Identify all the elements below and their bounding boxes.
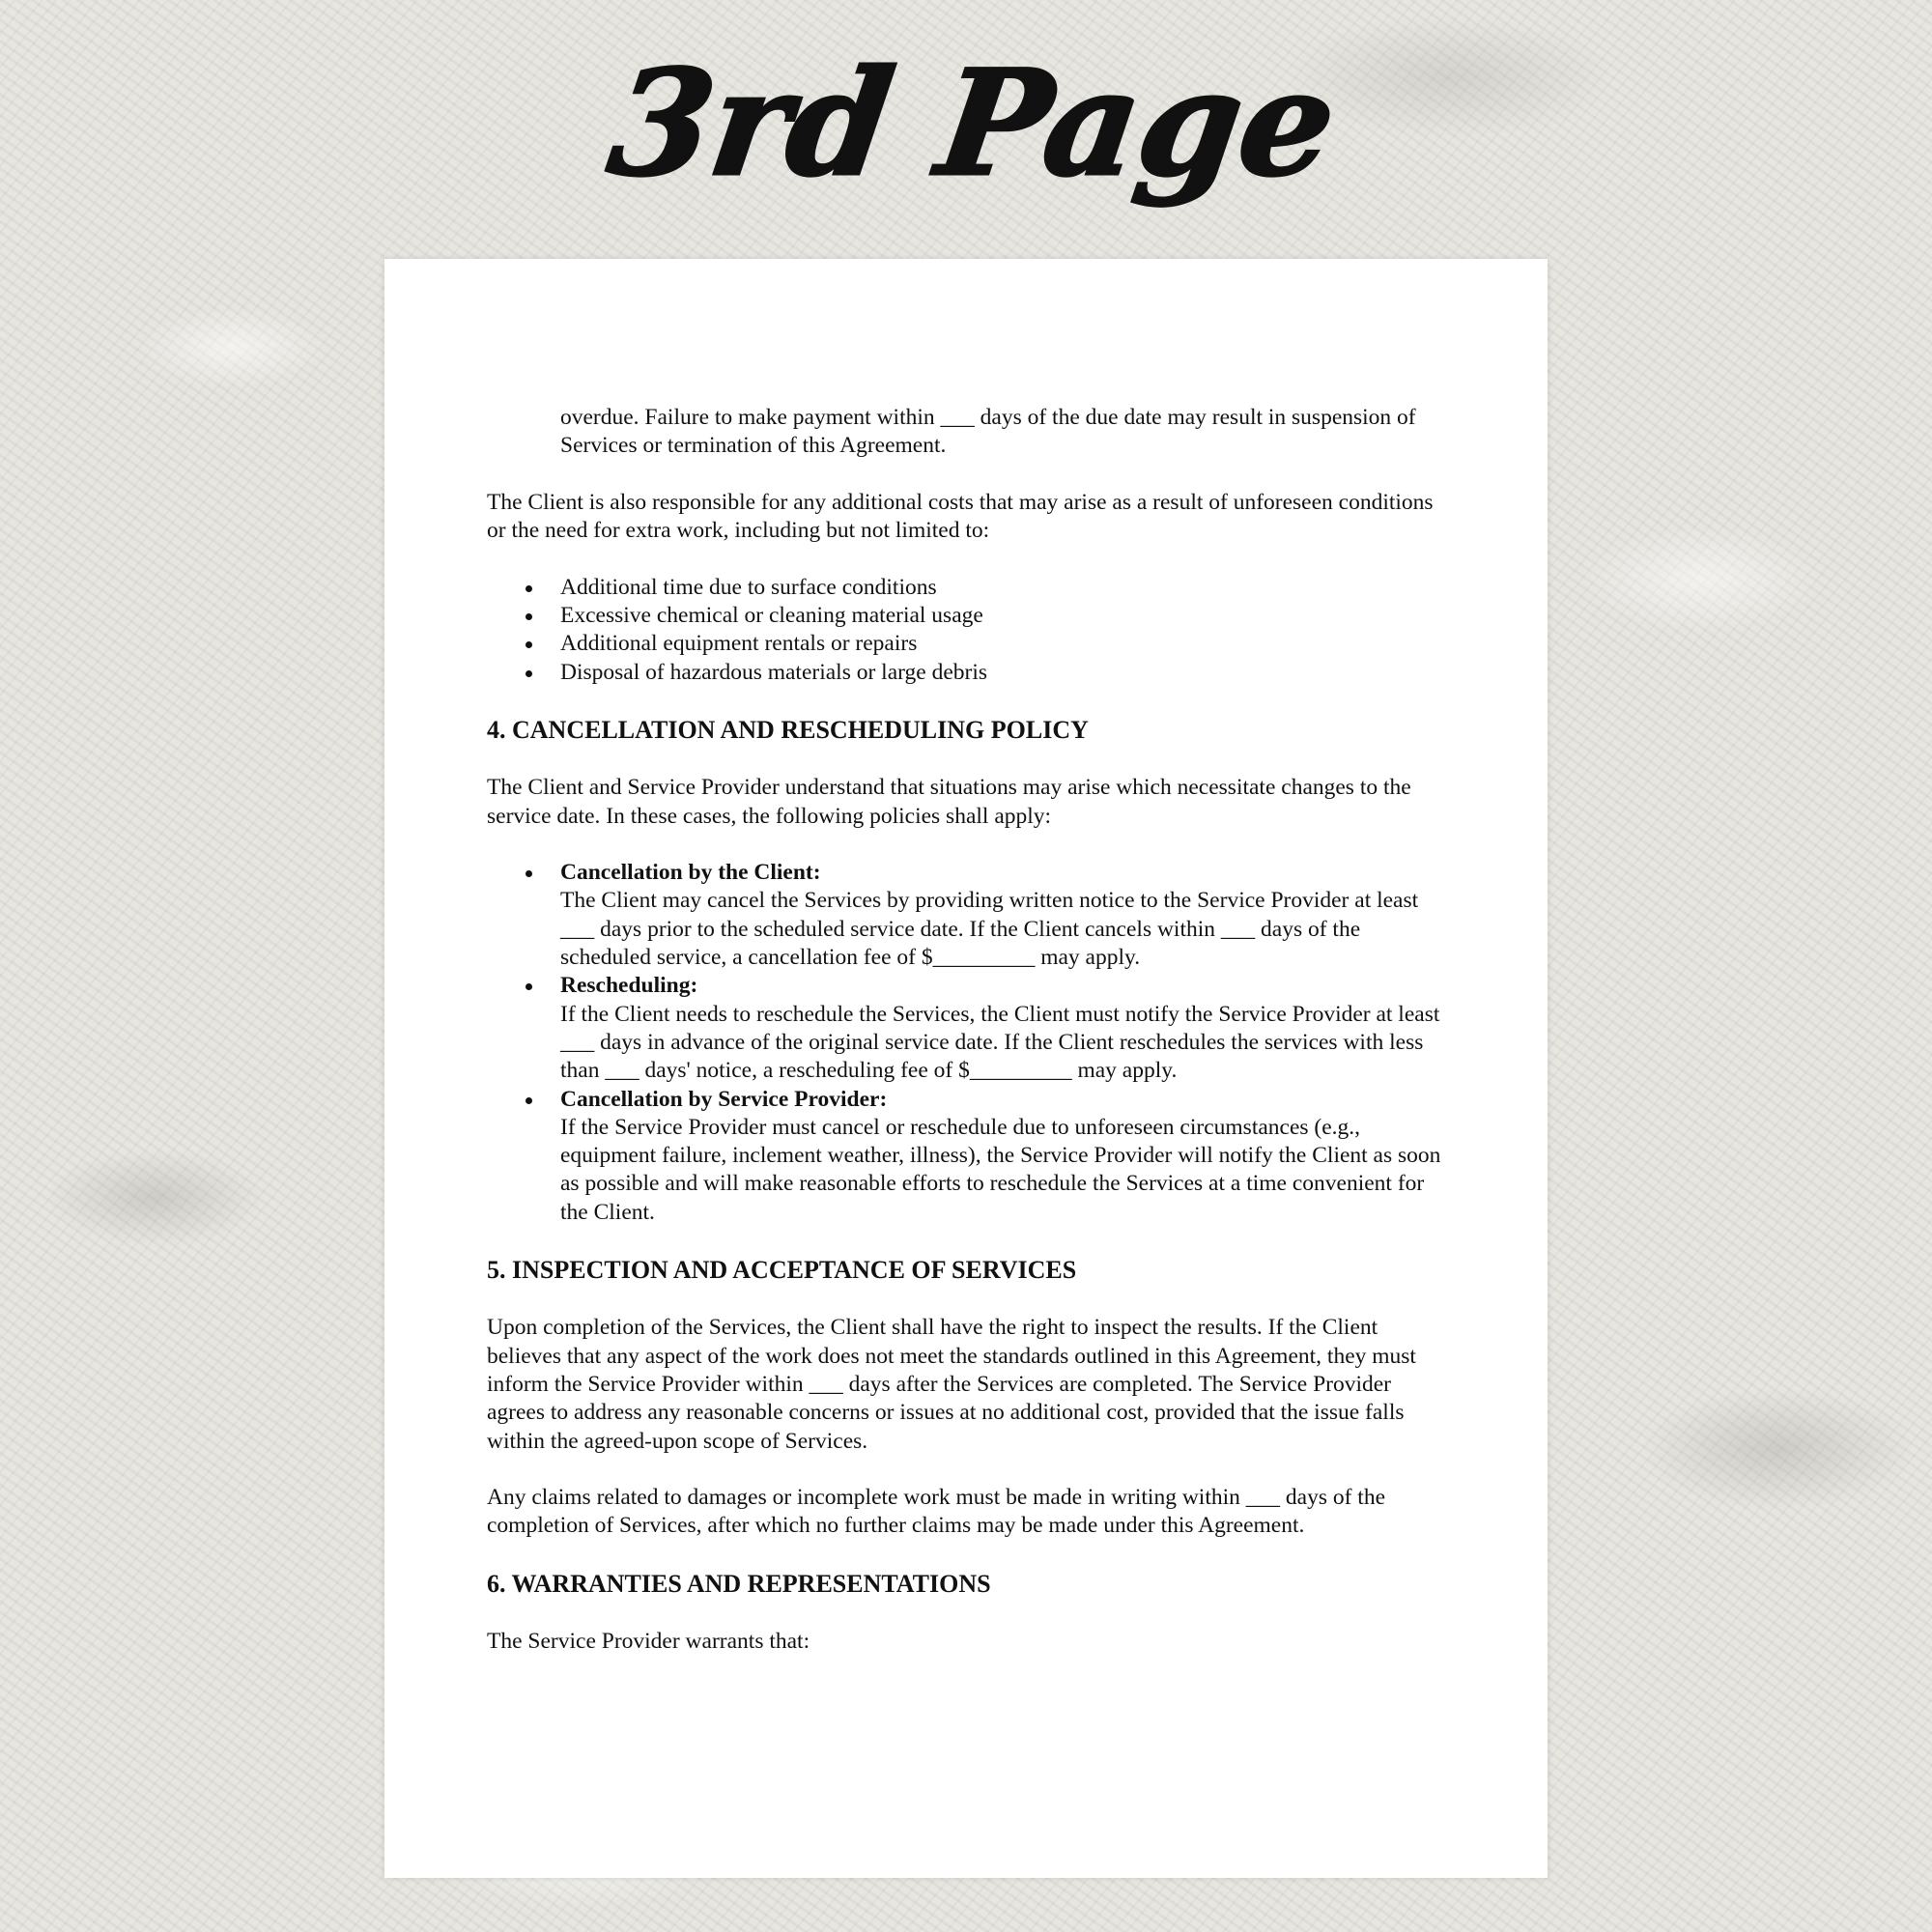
policy-term: Cancellation by Service Provider: bbox=[560, 1086, 888, 1112]
section-heading-inspection: 5. INSPECTION AND ACCEPTANCE OF SERVICES bbox=[487, 1256, 1077, 1285]
list-item bbox=[560, 1086, 1453, 1227]
payment-terms-continuation: overdue. Failure to make payment within ___ days of the due date may result in suspension of Services or termination of this Agreement. bbox=[560, 405, 1416, 459]
additional-costs-list bbox=[487, 574, 1453, 687]
inspection-paragraph-2: Any claims related to damages or incomplete work must be made in writing within ___ days of the completion of Services, after which no further claims may be made under this Agreement. bbox=[487, 1485, 1385, 1539]
policy-text: The Client may cancel the Services by providing written notice to the Service Provider at least ___ days prior to the scheduled service date. If the Client cancels within ___ days of the scheduled service, a cancellation fee of $_________ may apply. bbox=[560, 888, 1419, 971]
document-body bbox=[487, 404, 1453, 1685]
list-item bbox=[560, 972, 1453, 1085]
policy-text: If the Service Provider must cancel or reschedule due to unforeseen circumstances (e.g., equipment failure, inclement weather, illness), the Service Provider will notify the Client as soon as possible and will make reasonable efforts to reschedule the Services at a time convenient for the Client. bbox=[560, 1114, 1441, 1225]
document-page bbox=[384, 259, 1548, 1878]
cancellation-intro: The Client and Service Provider understand that situations may arise which necessitate changes to the service date. In these cases, the following policies shall apply: bbox=[487, 775, 1411, 829]
list-item: Disposal of hazardous materials or large debris bbox=[560, 659, 1453, 687]
page-banner-title bbox=[0, 19, 1932, 251]
section-heading-warranties: 6. WARRANTIES AND REPRESENTATIONS bbox=[487, 1569, 991, 1598]
list-item: Additional time due to surface conditions bbox=[560, 574, 1453, 602]
policy-term: Rescheduling: bbox=[560, 973, 698, 999]
policy-text: If the Client needs to reschedule the Services, the Client must notify the Service Provider at least ___ days in advance of the original service date. If the Client reschedules the services with less than ___ days' notice, a rescheduling fee of $_________ may apply. bbox=[560, 1001, 1440, 1084]
list-item: Additional equipment rentals or repairs bbox=[560, 630, 1453, 658]
list-item: Excessive chemical or cleaning material usage bbox=[560, 602, 1453, 630]
additional-costs-intro: The Client is also responsible for any additional costs that may arise as a result of unforeseen conditions or the need for extra work, including but not limited to: bbox=[487, 489, 1434, 544]
cancellation-policy-list bbox=[487, 859, 1453, 1227]
warranties-intro: The Service Provider warrants that: bbox=[487, 1628, 810, 1654]
inspection-paragraph-1: Upon completion of the Services, the Client shall have the right to inspect the results. If the Client believes that any aspect of the work does not meet the standards outlined in this Agreement, they must inform the Service Provider within ___ days after the Services are completed. The Service Provider agrees to address any reasonable concerns or issues at no additional cost, provided that the issue falls within the agreed-upon scope of Services. bbox=[487, 1315, 1416, 1454]
policy-term: Cancellation by the Client: bbox=[560, 860, 821, 886]
script-title-graphic bbox=[0, 19, 1932, 251]
section-heading-cancellation: 4. CANCELLATION AND RESCHEDULING POLICY bbox=[487, 716, 1089, 745]
list-item bbox=[560, 859, 1453, 972]
banner-title-text: 3rd Page bbox=[600, 37, 1346, 209]
